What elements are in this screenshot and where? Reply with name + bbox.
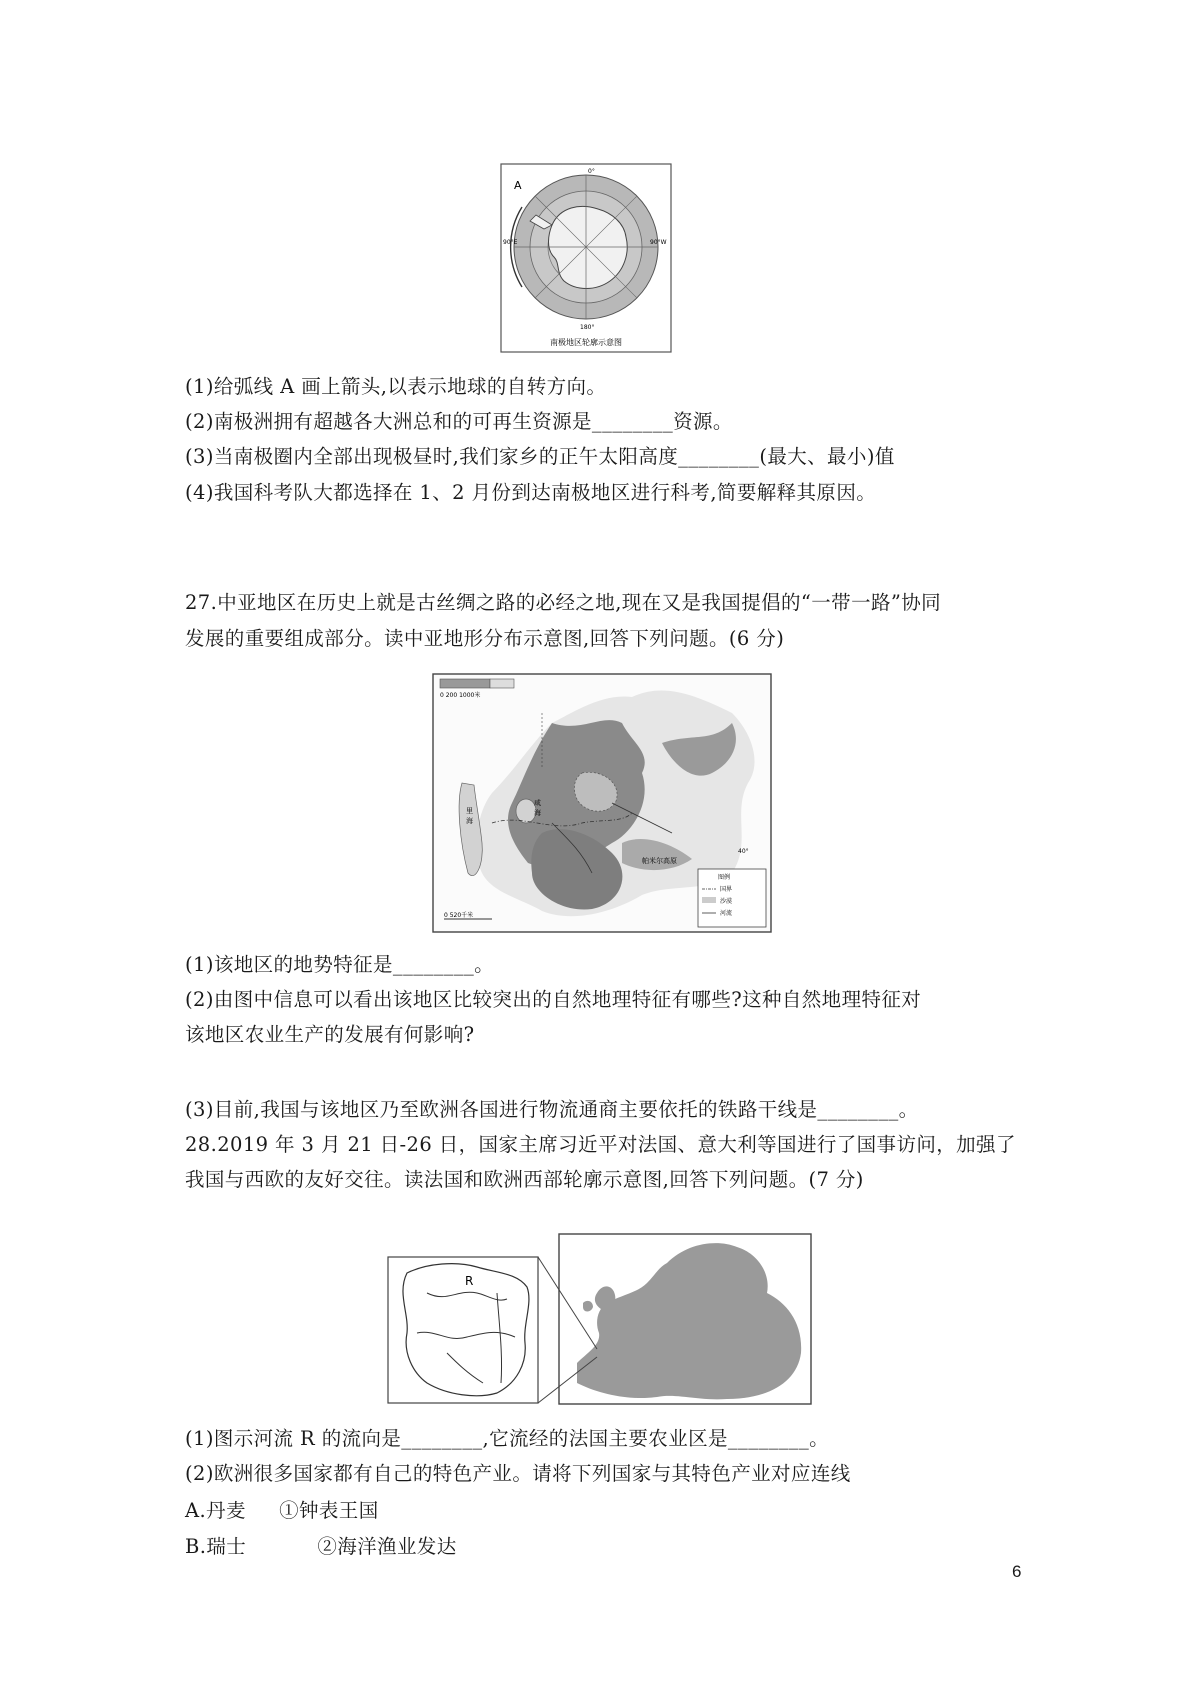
pamir-label: 帕米尔高原 [642,857,677,865]
q28-stem-line2: 我国与西欧的友好交往。读法国和欧洲西部轮廓示意图,回答下列问题。(7 分) [185,1168,864,1191]
scale-bar: 0 520千米 [444,912,474,919]
q26-sub3: (3)当南极圈内全部出现极昼时,我们家乡的正午太阳高度________(最大、最小)值 [185,445,895,468]
france-europe-map [387,1233,813,1405]
lat-label: 40° [738,848,749,855]
q27-sub2-line1: (2)由图中信息可以看出该地区比较突出的自然地理特征有哪些?这种自然地理特征对 [185,988,922,1011]
lon-left-label: 90°E [503,239,518,246]
q26-sub4: (4)我国科考队大都选择在 1、2 月份到达南极地区进行科考,简要解释其原因。 [185,481,877,504]
legend-item-river: 河流 [720,910,733,917]
aral-sea-label: 咸海 [534,799,541,817]
lon-right-label: 90°W [650,239,667,246]
lon-bottom-label: 180° [580,324,595,331]
match-country-b: B.瑞士 [185,1535,247,1558]
page-number: 6 [1012,1562,1022,1581]
match-country-a: A.丹麦 [185,1499,246,1522]
q26-sub2: (2)南极洲拥有超越各大洲总和的可再生资源是________资源。 [185,410,733,433]
q27-sub2-line2: 该地区农业生产的发展有何影响? [185,1023,475,1046]
antarctica-map [500,163,672,353]
arc-label: A [514,179,522,192]
q28-sub1: (1)图示河流 R 的流向是________,它流经的法国主要农业区是________。 [185,1427,829,1450]
match-industry-2: ②海洋渔业发达 [317,1535,457,1558]
q28-sub2: (2)欧洲很多国家都有自己的特色产业。请将下列国家与其特色产业对应连线 [185,1462,851,1485]
legend-title: 图例 [718,874,731,881]
q28-stem-line1: 28.2019 年 3 月 21 日-26 日，国家主席习近平对法国、意大利等国进行了国事访问，加强了 [185,1133,1016,1156]
match-industry-1: ①钟表王国 [279,1499,379,1522]
legend-item-border: 国界 [720,886,733,893]
antarctica-caption: 南极地区轮廓示意图 [550,338,622,347]
central-asia-map [432,673,772,933]
match-row-a [185,1497,379,1525]
q27-sub3: (3)目前,我国与该地区乃至欧洲各国进行物流通商主要依托的铁路干线是________。 [185,1098,919,1121]
elevation-legend: 0 200 1000米 [440,692,481,699]
q27-stem-line2: 发展的重要组成部分。读中亚地形分布示意图,回答下列问题。(6 分) [185,627,785,650]
legend-item-desert: 沙漠 [720,898,733,905]
match-row-b [185,1533,457,1561]
lon-top-label: 0° [588,168,595,175]
q26-sub1: (1)给弧线 A 画上箭头,以表示地球的自转方向。 [185,375,607,398]
q27-sub1: (1)该地区的地势特征是________。 [185,953,495,976]
q27-stem-line1: 27.中亚地区在历史上就是古丝绸之路的必经之地,现在又是我国提倡的“一带一路”协同 [185,591,942,614]
caspian-sea-label: 里海 [466,807,473,825]
river-r-label: R [465,1274,474,1288]
